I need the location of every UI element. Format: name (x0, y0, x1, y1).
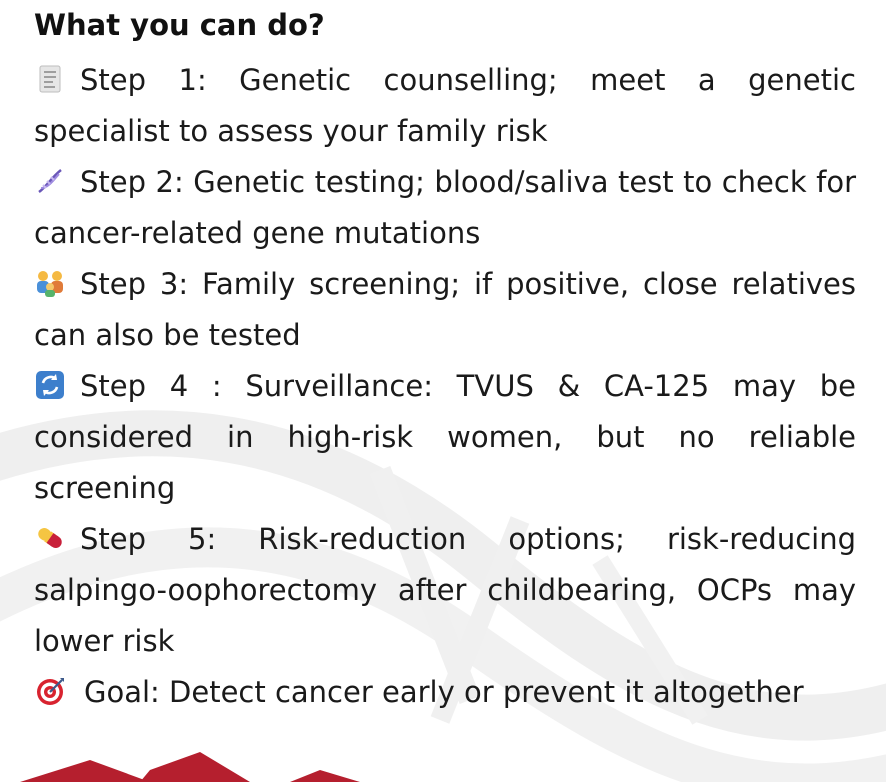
step-3 (34, 259, 856, 361)
goal-text: Goal: Detect cancer early or prevent it altogether (84, 675, 804, 709)
step-1 (34, 55, 856, 157)
clipboard-document-icon (34, 63, 66, 95)
goal (34, 667, 856, 718)
step-3-text: Step 3: Family screening; if positive, close relatives can also be tested (34, 267, 856, 352)
step-2-text: Step 2: Genetic testing; blood/saliva test to check for cancer-related gene mutations (34, 165, 856, 250)
step-5 (34, 514, 856, 667)
refresh-arrows-icon (34, 369, 66, 401)
pill-capsule-icon (34, 522, 66, 554)
step-4-text: Step 4 : Surveillance: TVUS & CA-125 may be considered in high-risk women, but no reliable screening (34, 369, 856, 505)
target-dart-icon (34, 675, 66, 707)
step-5-text: Step 5: Risk-reduction options; risk-reducing salpingo-oophorectomy after childbearing, OCPs may lower risk (34, 522, 856, 658)
step-1-text: Step 1: Genetic counselling; meet a genetic specialist to assess your family risk (34, 63, 856, 148)
step-2 (34, 157, 856, 259)
family-icon (34, 267, 66, 299)
step-4 (34, 361, 856, 514)
dna-icon (34, 165, 66, 197)
content (34, 4, 856, 718)
page-title: What you can do? (34, 8, 325, 42)
